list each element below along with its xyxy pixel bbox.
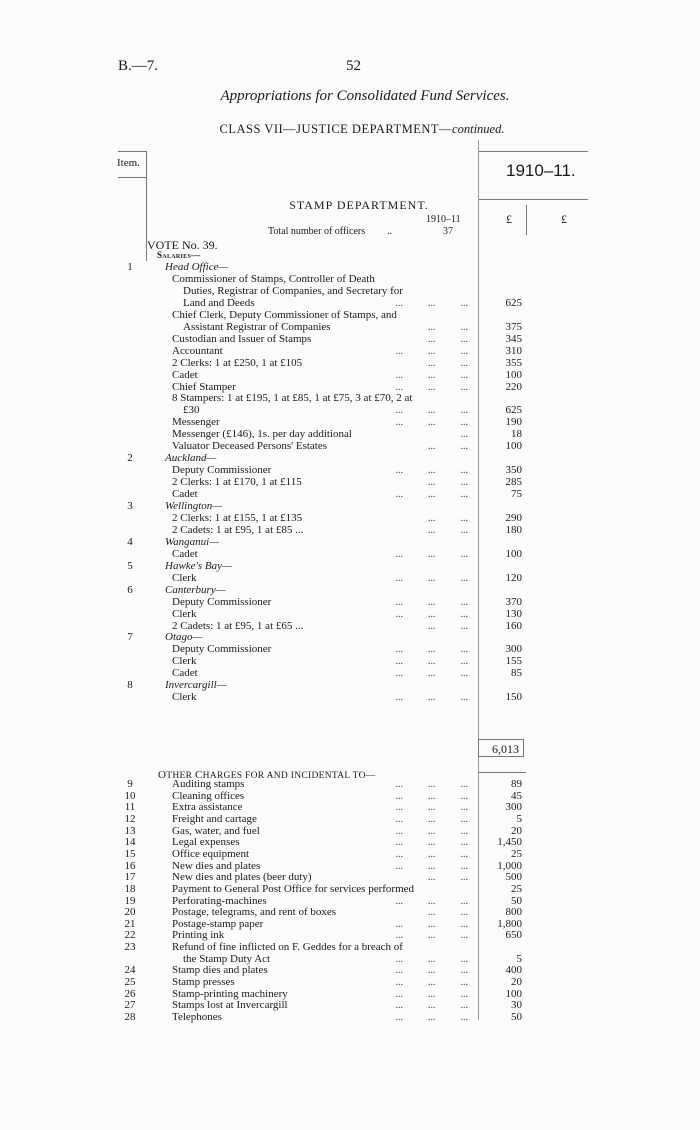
leader-dots: ... ... ... — [395, 405, 468, 417]
row-description: Clerk — [172, 571, 197, 584]
leader-dots: ... ... — [428, 441, 468, 453]
row-description: Office equipment — [172, 847, 250, 860]
item-number: 12 — [124, 812, 136, 825]
row-amount: 100 — [505, 987, 522, 1000]
salary-row — [0, 489, 700, 501]
row-description: Cleaning offices — [172, 789, 245, 802]
item-number: 18 — [124, 882, 136, 895]
leader-dots: ... ... ... — [395, 465, 468, 477]
row-description: Messenger (£146), 1s. per day additional — [172, 428, 352, 441]
leader-dots: ... ... ... — [395, 977, 468, 989]
row-description: 2 Cadets: 1 at £95, 1 at £65 ... — [172, 619, 304, 632]
leader-dots: ... ... ... — [395, 596, 468, 608]
charge-row — [0, 826, 700, 838]
salary-row — [0, 274, 700, 286]
leader-dots: ... ... ... — [395, 837, 468, 849]
row-description: Clerk — [172, 691, 197, 704]
item-number: 5 — [127, 559, 133, 572]
salary-row — [0, 477, 700, 489]
item-number: 26 — [124, 987, 136, 1000]
salary-row — [0, 405, 700, 417]
salary-row — [0, 549, 700, 561]
leader-dots: ... ... ... — [395, 668, 468, 680]
leader-dots: ... ... — [428, 872, 468, 884]
row-description: Gas, water, and fuel — [172, 824, 260, 837]
row-description: 2 Clerks: 1 at £155, 1 at £135 — [172, 511, 303, 524]
leader-dots: ... ... — [428, 620, 468, 632]
row-description: Stamps lost at Invercargill — [172, 999, 288, 1012]
salary-row — [0, 680, 700, 692]
row-description: Stamp-printing machinery — [172, 987, 288, 1000]
pound-sign-2: £ — [561, 212, 567, 226]
salary-row — [0, 609, 700, 621]
charge-row — [0, 837, 700, 849]
row-amount: 155 — [505, 655, 522, 668]
item-number: 20 — [124, 906, 136, 919]
leader-dots: ... ... ... — [395, 381, 468, 393]
row-description: Cadet — [172, 667, 198, 680]
row-description: Extra assistance — [172, 801, 243, 814]
row-amount: 100 — [505, 547, 522, 560]
row-description: Printing ink — [172, 929, 225, 942]
leader-dots: ... ... ... — [395, 779, 468, 790]
item-number: 28 — [124, 1011, 136, 1023]
salary-row — [0, 334, 700, 346]
leader-dots: ... ... ... — [395, 417, 468, 429]
row-description: Postage-stamp paper — [172, 917, 264, 930]
row-description: 8 Stampers: 1 at £195, 1 at £85, 1 at £75, 3 at £70, 2 at — [172, 392, 413, 405]
department-title: STAMP DEPARTMENT. — [289, 198, 429, 212]
rule-item-top — [118, 151, 146, 152]
row-amount: 20 — [511, 976, 522, 989]
row-amount: 160 — [505, 619, 522, 632]
row-description: Assistant Registrar of Companies — [183, 320, 331, 333]
leader-dots: ... ... — [428, 357, 468, 369]
item-number: 13 — [124, 824, 136, 837]
row-description: Clerk — [172, 655, 197, 668]
salaries-total: 6,013 — [478, 739, 524, 757]
rule-year-top — [478, 151, 588, 152]
row-description: the Stamp Duty Act — [183, 952, 271, 965]
class-heading-continued: continued. — [452, 122, 505, 136]
row-amount: 290 — [505, 511, 522, 524]
item-number: 10 — [124, 789, 136, 802]
salary-row — [0, 429, 700, 441]
leader-dots: ... ... ... — [395, 692, 468, 704]
leader-dots: ... ... — [428, 477, 468, 489]
charge-row — [0, 1000, 700, 1012]
row-amount: 1,450 — [497, 836, 522, 849]
salary-row — [0, 310, 700, 322]
row-amount: 45 — [511, 789, 522, 802]
row-description: 2 Clerks: 1 at £250, 1 at £105 — [172, 356, 303, 369]
charge-row — [0, 977, 700, 989]
item-number: 19 — [124, 894, 136, 907]
row-amount: 350 — [505, 464, 522, 477]
row-amount: 190 — [505, 416, 522, 429]
och-letter-o: O — [158, 769, 167, 781]
row-amount: 375 — [505, 320, 522, 333]
charge-row — [0, 896, 700, 908]
row-description: 2 Clerks: 1 at £170, 1 at £115 — [172, 476, 302, 489]
row-amount: 370 — [505, 595, 522, 608]
salary-row — [0, 621, 700, 633]
row-amount: 100 — [505, 368, 522, 381]
salary-row — [0, 513, 700, 525]
charge-row — [0, 919, 700, 931]
row-description: Cadet — [172, 488, 198, 501]
salary-row — [0, 441, 700, 453]
leader-dots: ... ... ... — [395, 953, 468, 965]
item-number: 4 — [127, 535, 133, 548]
row-description: Telephones — [172, 1011, 222, 1023]
row-description: Land and Deeds — [183, 296, 255, 309]
salary-row — [0, 501, 700, 513]
item-number: 1 — [127, 261, 133, 273]
row-description: Valuator Deceased Persons' Estates — [172, 440, 328, 453]
row-description: Commissioner of Stamps, Controller of Death — [172, 272, 375, 285]
row-description: Refund of fine inflicted on F. Geddes for a breach of — [172, 941, 403, 954]
salary-row — [0, 465, 700, 477]
charge-row — [0, 849, 700, 861]
leader-dots: ... ... ... — [395, 297, 468, 309]
row-amount: 400 — [505, 964, 522, 977]
charge-row — [0, 907, 700, 919]
charge-row — [0, 861, 700, 873]
leader-dots: ... ... ... — [395, 988, 468, 1000]
row-amount: 18 — [511, 428, 522, 441]
row-description: New dies and plates — [172, 859, 261, 872]
row-amount: 300 — [505, 801, 522, 814]
leader-dots: ... ... ... — [395, 608, 468, 620]
item-number: 27 — [124, 999, 136, 1012]
vote-number: VOTE No. 39. — [147, 238, 218, 252]
salary-row — [0, 346, 700, 358]
charge-row — [0, 779, 700, 791]
item-number: 23 — [124, 941, 136, 954]
salaries-heading: Salaries— — [157, 250, 201, 260]
page-title: Appropriations for Consolidated Fund Services. — [220, 88, 510, 104]
leader-dots: ... ... — [428, 907, 468, 919]
salary-row — [0, 370, 700, 382]
rule-other-charges — [478, 772, 526, 773]
leader-dots: ... ... ... — [395, 965, 468, 977]
leader-dots: ... — [460, 429, 468, 441]
charge-row — [0, 954, 700, 966]
charge-row — [0, 814, 700, 826]
leader-dots: ... ... ... — [395, 345, 468, 357]
row-description: Messenger — [172, 416, 220, 429]
officers-count: 37 — [443, 226, 453, 237]
leader-dots: ... ... — [428, 321, 468, 333]
charge-row — [0, 989, 700, 1001]
row-description: Canterbury— — [165, 583, 226, 596]
row-description: Head Office— — [165, 261, 229, 273]
salary-row — [0, 644, 700, 656]
leader-dots: ... ... ... — [395, 813, 468, 825]
officers-year: 1910–11 — [426, 214, 461, 225]
item-number: 24 — [124, 964, 136, 977]
row-amount: 1,000 — [497, 859, 522, 872]
row-amount: 650 — [505, 929, 522, 942]
row-description: Duties, Registrar of Companies, and Secretary for — [183, 284, 403, 297]
row-amount: 300 — [505, 643, 522, 656]
row-amount: 85 — [511, 667, 522, 680]
year-column-header: 1910–11. — [506, 161, 576, 180]
salary-row — [0, 358, 700, 370]
row-description: Stamp dies and plates — [172, 964, 268, 977]
salary-row — [0, 632, 700, 644]
leader-dots: ... ... ... — [395, 930, 468, 942]
row-description: Postage, telegrams, and rent of boxes — [172, 906, 337, 919]
row-amount: 100 — [505, 440, 522, 453]
item-number: 15 — [124, 847, 136, 860]
row-amount: 625 — [505, 404, 522, 417]
row-description: Payment to General Post Office for services performed — [172, 882, 415, 895]
leader-dots: ... ... ... — [395, 860, 468, 872]
salary-row — [0, 656, 700, 668]
item-number: 9 — [127, 778, 133, 790]
row-amount: 285 — [505, 476, 522, 489]
row-description: Wellington— — [165, 500, 223, 512]
row-amount: 180 — [505, 523, 522, 536]
row-description: Invercargill— — [165, 679, 227, 692]
salary-row — [0, 668, 700, 680]
row-description: Otago— — [165, 631, 203, 644]
row-description: New dies and plates (beer duty) — [172, 871, 312, 884]
row-amount: 150 — [505, 691, 522, 704]
row-amount: 50 — [511, 894, 522, 907]
charge-row — [0, 791, 700, 803]
row-description: Deputy Commissioner — [172, 464, 272, 477]
officers-label — [268, 226, 392, 237]
item-number: 3 — [127, 500, 133, 512]
row-description: Deputy Commissioner — [172, 643, 272, 656]
row-amount: 355 — [505, 356, 522, 369]
row-amount: 310 — [505, 344, 522, 357]
row-amount: 220 — [505, 380, 522, 393]
salary-row — [0, 393, 700, 405]
salary-row — [0, 585, 700, 597]
row-description: Custodian and Issuer of Stamps — [172, 332, 312, 345]
salary-row — [0, 286, 700, 298]
officers-label-text: Total number of officers — [268, 226, 366, 237]
row-description: Wanganui— — [165, 535, 219, 548]
row-description: £30 — [183, 404, 200, 417]
leader-dots: ... ... ... — [395, 644, 468, 656]
item-number: 7 — [127, 631, 133, 644]
leader-dots: ... ... ... — [395, 848, 468, 860]
leader-dots: ... ... ... — [395, 802, 468, 814]
row-description: Hawke's Bay— — [165, 559, 232, 572]
row-description: Chief Stamper — [172, 380, 236, 393]
item-number: 22 — [124, 929, 136, 942]
row-amount: 1,800 — [497, 917, 522, 930]
leader-dots: ... ... ... — [395, 548, 468, 560]
leader-dots: ... ... ... — [395, 572, 468, 584]
class-heading-main: CLASS VII—JUSTICE DEPARTMENT— — [219, 122, 453, 136]
item-number: 16 — [124, 859, 136, 872]
row-description: Cadet — [172, 547, 198, 560]
row-description: Deputy Commissioner — [172, 595, 272, 608]
leader-dots: ... ... — [428, 333, 468, 345]
item-number: 6 — [127, 583, 133, 596]
salary-row — [0, 573, 700, 585]
leader-dots: ... ... ... — [395, 895, 468, 907]
leader-dots: ... ... ... — [395, 656, 468, 668]
item-number: 2 — [127, 452, 133, 465]
row-amount: 625 — [505, 296, 522, 309]
row-amount: 25 — [511, 882, 522, 895]
salary-row — [0, 453, 700, 465]
row-amount: 30 — [511, 999, 522, 1012]
leader-dots: ... ... — [428, 524, 468, 536]
salary-row — [0, 298, 700, 310]
salary-row — [0, 597, 700, 609]
row-amount: 130 — [505, 607, 522, 620]
leader-dots: ... ... — [428, 512, 468, 524]
charge-row — [0, 942, 700, 954]
row-amount: 120 — [505, 571, 522, 584]
salary-row — [0, 561, 700, 573]
row-amount: 5 — [516, 952, 522, 965]
row-description: 2 Cadets: 1 at £95, 1 at £85 ... — [172, 523, 304, 536]
rule-item-bottom — [118, 177, 146, 178]
row-description: Stamp presses — [172, 976, 235, 989]
item-number: 14 — [124, 836, 136, 849]
charge-row — [0, 884, 700, 896]
row-amount: 89 — [511, 778, 522, 790]
row-amount: 75 — [511, 488, 522, 501]
item-column-header: Item. — [117, 157, 140, 169]
class-heading — [0, 122, 700, 137]
item-number: 25 — [124, 976, 136, 989]
page-number: 52 — [346, 58, 361, 74]
row-amount: 500 — [505, 871, 522, 884]
charge-row — [0, 1012, 700, 1024]
row-description: Auditing stamps — [172, 778, 245, 790]
leader-dots: ... ... ... — [395, 1000, 468, 1012]
leader-dots: ... ... ... — [395, 1012, 468, 1023]
officers-dots: .. — [387, 226, 393, 237]
row-description: Cadet — [172, 368, 198, 381]
row-amount: 25 — [511, 847, 522, 860]
row-description: Legal expenses — [172, 836, 240, 849]
leader-dots: ... ... ... — [395, 790, 468, 802]
row-description: Clerk — [172, 607, 197, 620]
row-description: Chief Clerk, Deputy Commissioner of Stamps, and — [172, 308, 397, 321]
row-description: Freight and cartage — [172, 812, 257, 825]
charge-row — [0, 802, 700, 814]
item-number: 21 — [124, 917, 136, 930]
item-number: 11 — [124, 801, 136, 814]
row-amount: 800 — [505, 906, 522, 919]
leader-dots: ... ... ... — [395, 825, 468, 837]
row-amount: 50 — [511, 1011, 522, 1023]
salary-row — [0, 692, 700, 704]
leader-dots: ... ... ... — [395, 918, 468, 930]
pound-sign-1: £ — [506, 212, 512, 226]
item-number: 8 — [127, 679, 133, 692]
leader-dots: ... ... ... — [395, 369, 468, 381]
row-amount: 20 — [511, 824, 522, 837]
och-text-2: HARGES FOR AND INCIDENTAL TO— — [202, 771, 376, 781]
salary-row — [0, 322, 700, 334]
row-description: Auckland— — [165, 452, 217, 465]
leader-dots: ... ... ... — [395, 489, 468, 501]
document-reference: B.—7. — [118, 58, 159, 74]
row-description: Perforating-machines — [172, 894, 267, 907]
och-letter-c: C — [194, 769, 203, 781]
salary-row — [0, 537, 700, 549]
och-text-1: THER — [166, 771, 195, 781]
charge-row — [0, 965, 700, 977]
row-amount: 5 — [516, 812, 522, 825]
item-number: 17 — [124, 871, 136, 884]
salary-row — [0, 525, 700, 537]
row-amount: 345 — [505, 332, 522, 345]
row-description: Accountant — [172, 344, 223, 357]
